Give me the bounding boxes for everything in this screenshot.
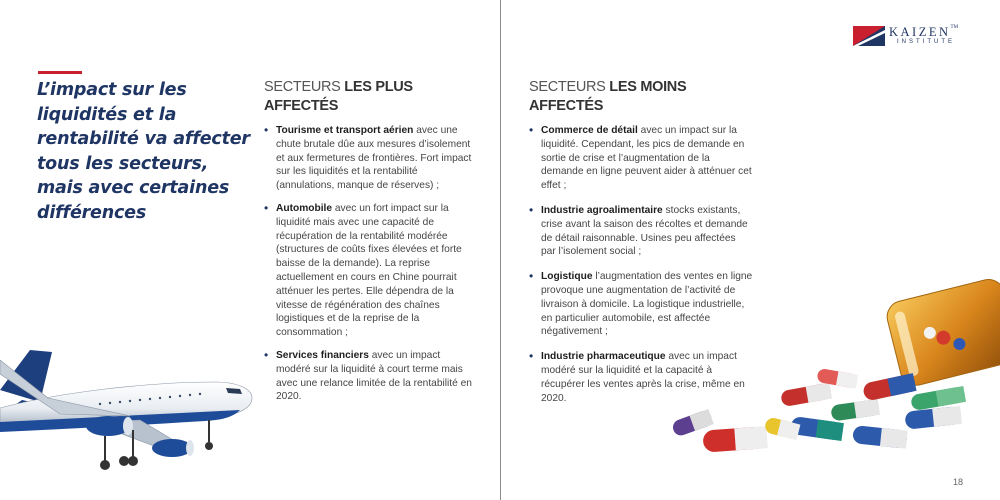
list-item: • Services financiers avec un impact modéré sur la liquidité à court terme mais avec une relance limitée de la rentabilité en 2020.	[264, 349, 476, 404]
list-item: • Industrie pharmaceutique avec un impact modéré sur la liquidité et la capacité à récupérer les ventes après la crise, même en 2020.	[529, 350, 753, 405]
pill-bottle-capsules-illustration	[641, 268, 1000, 480]
right-page	[501, 0, 1000, 500]
list-item: • Automobile avec un fort impact sur la liquidité mais avec une capacité de récupération de la rentabilité modérée (structures de coûts fixes élevées et forte baisse de la demande). La reprise actuellement en cours en Chine pourrait atténuer les pertes. Elle dépendra de la vitesse de régénération des chaînes logistiques et de la reprise de la consommation ;	[264, 202, 476, 340]
airplane-illustration	[0, 330, 262, 480]
most-affected-list	[264, 124, 476, 404]
kaizen-logo: KAIZEN™ INSTITUTE	[853, 26, 973, 48]
page-number: 18	[953, 477, 964, 487]
headline: L’impact sur les liquidités et la rentabilité va affecter tous les secteurs, mais avec certaines différences	[37, 80, 250, 223]
title-accent-bar	[38, 71, 82, 74]
list-item: • Tourisme et transport aérien avec une chute brutale dûe aux mesures d’isolement et aux fermetures de frontières. Fort impact sur les liquidités et la rentabilité (annulations, manque de réserves) ;	[264, 124, 476, 193]
least-affected-title: SECTEURS LES MOINS AFFECTÉS	[529, 79, 687, 114]
list-item: • Logistique l’augmentation des ventes en ligne provoque une augmentation de l’activité de livraison à domicile. La logistique industrielle, en particulier automobile, est affectée négativement ;	[529, 270, 753, 339]
list-item: • Industrie agroalimentaire stocks existants, crise avant la saison des récoltes et demande de détail raisonnable. Usines peu affectées par l’isolement social ;	[529, 204, 753, 259]
most-affected-title: SECTEURS LES PLUS AFFECTÉS	[264, 79, 413, 114]
list-item: • Commerce de détail avec un impact sur la liquidité. Cependant, les pics de demande en sortie de crise et l’augmentation de la demande en ligne peuvent aider à atténuer cet effet ;	[529, 124, 753, 193]
kaizen-logo-icon	[853, 26, 885, 46]
